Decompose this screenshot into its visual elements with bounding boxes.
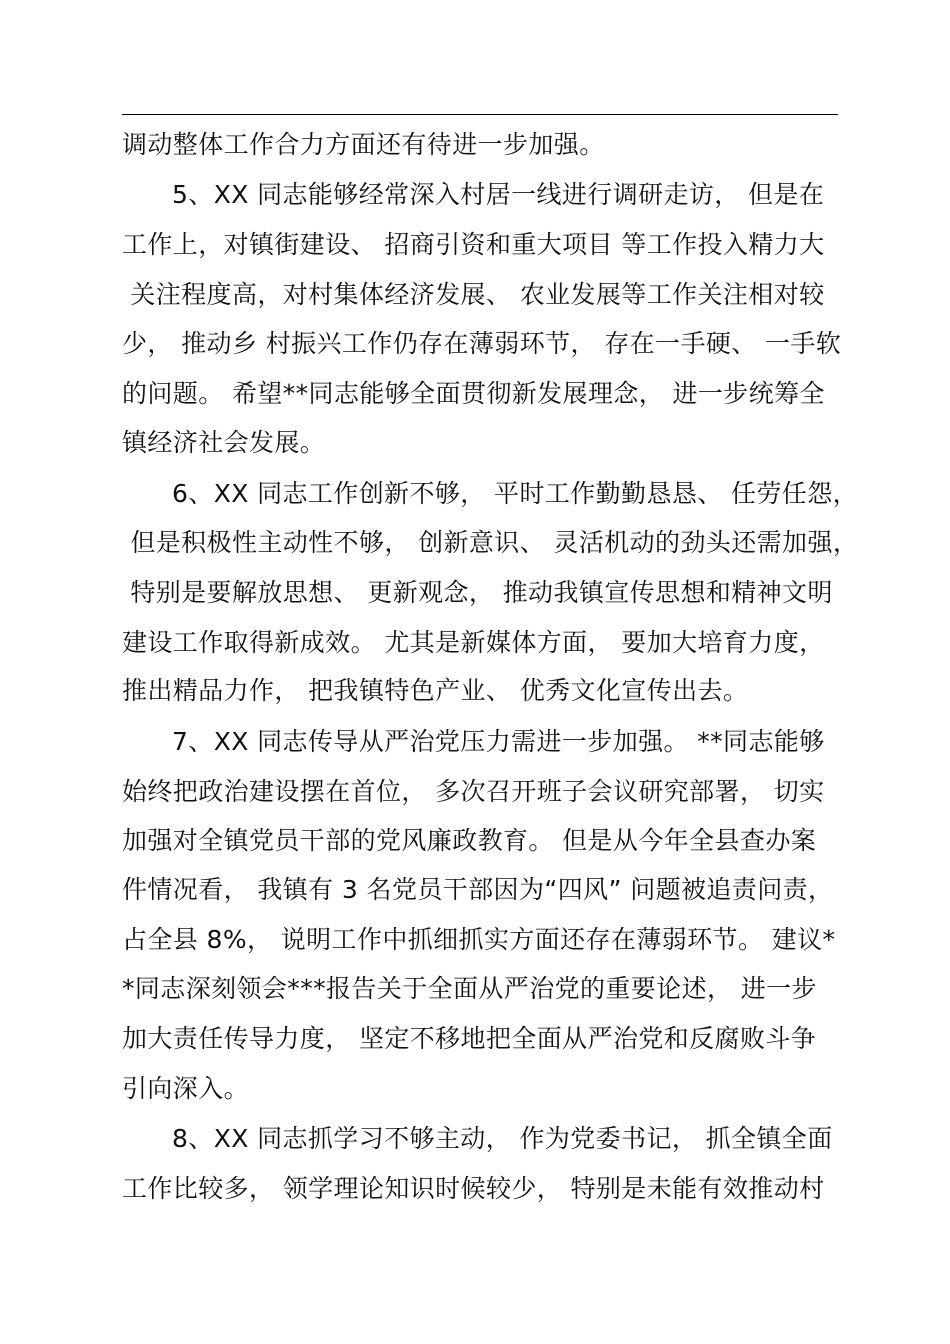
- text-line: 工作上，对镇街建设、 招商引资和重大项目 等工作投入精力大: [122, 230, 825, 259]
- text-line: 引向深入。: [122, 1074, 250, 1103]
- text-line: *同志深刻领会***报告关于全面从严治党的重要论述， 进一步: [122, 974, 817, 1003]
- text-line: 6、XX 同志工作创新不够， 平时工作勤勤恳恳、 任劳任怨，: [172, 479, 859, 508]
- text-line: 5、XX 同志能够经常深入村居一线进行调研走访， 但是在: [172, 180, 825, 209]
- text-line: 建设工作取得新成效。 尤其是新媒体方面， 要加大培育力度，: [122, 628, 825, 657]
- text-line: 调动整体工作合力方面还有待进一步加强。: [122, 130, 605, 159]
- text-line: 但是积极性主动性不够， 创新意识、 灵活机动的劲头还需加强，: [122, 528, 859, 557]
- text-line: 件情况看， 我镇有 3 名党员干部因为“四风” 问题被追责问责，: [122, 875, 834, 904]
- text-line: 关注程度高，对村集体经济发展、 农业发展等工作关注相对较: [122, 280, 825, 309]
- text-line: 加大责任传导力度， 坚定不移地把全面从严治党和反腐败斗争: [122, 1024, 817, 1053]
- text-line: 7、XX 同志传导从严治党压力需进一步加强。 **同志能够: [172, 727, 825, 756]
- text-line: 加强对全镇党员干部的党风廉政教育。 但是从今年全县查办案: [122, 826, 817, 855]
- text-line: 始终把政治建设摆在首位， 多次召开班子会议研究部署， 切实: [122, 777, 825, 806]
- text-line: 占全县 8%， 说明工作中抓细抓实方面还存在薄弱环节。 建议*: [122, 925, 836, 954]
- text-line: 推出精品力作， 把我镇特色产业、 优秀文化宣传出去。: [122, 676, 749, 705]
- header-rule: [122, 114, 838, 115]
- text-line: 8、XX 同志抓学习不够主动， 作为党委书记， 抓全镇全面: [172, 1124, 833, 1153]
- text-line: 的问题。 希望**同志能够全面贯彻新发展理念， 进一步统筹全: [122, 379, 825, 408]
- text-line: 少， 推动乡 村振兴工作仍存在薄弱环节， 存在一手硬、 一手软: [122, 329, 842, 358]
- text-line: 镇经济社会发展。: [122, 428, 326, 457]
- text-line: 工作比较多， 领学理论知识时候较少， 特别是未能有效推动村: [122, 1174, 825, 1203]
- text-line: 特别是要解放思想、 更新观念， 推动我镇宣传思想和精神文明: [122, 578, 833, 607]
